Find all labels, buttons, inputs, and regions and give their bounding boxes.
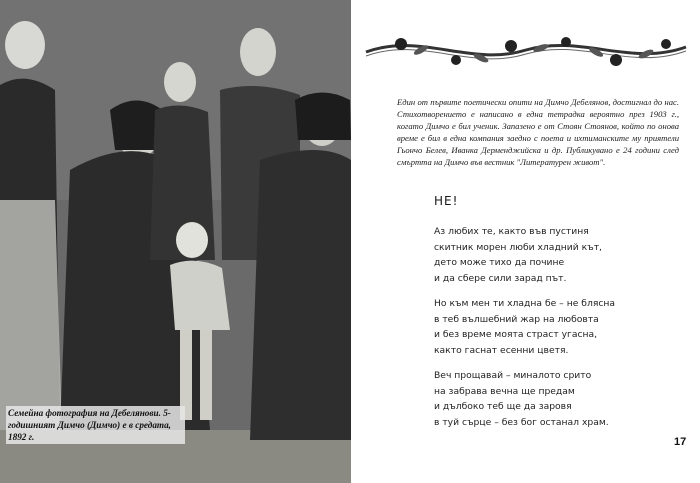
poem-line: в теб вълшебний жар на любовта — [434, 313, 599, 325]
intro-text: Един от първите поетически опити на Димчо Дебелянов, достигнал до нас. Стихотворението е написано в една тетрадка вероятно през 1903 г., когато Димчо е бил ученик. Запазено е от Стоян Стоянов, който по онова време е бил в една компания заедно с поета и ихтиманските му приятели Гьончо Белев, Иванка Дерменджийска и др. Публикувано е 24 години след смъртта на Димчо във вестник "Литературен живот". — [397, 97, 679, 167]
poem-line: дето може тихо да почине — [434, 257, 565, 268]
stanza — [434, 368, 674, 430]
poem-line: и да сбере сили зарад път. — [434, 272, 567, 284]
floral-ornament — [361, 22, 691, 77]
page-number: 17 — [674, 436, 687, 448]
poem-body — [434, 224, 674, 440]
poem-line: както гаснат есенни цветя. — [434, 344, 569, 356]
poem-line: и дълбоко теб ще да заровя — [434, 401, 572, 412]
poem-line: в туй сърце – без бог останал храм. — [434, 416, 609, 428]
stanza — [434, 296, 674, 358]
stanza — [434, 224, 674, 286]
text-page — [351, 0, 700, 483]
poem-line: Веч прощавай – миналото срито — [434, 370, 592, 381]
poem-line: Аз любих те, както във пустиня — [434, 226, 589, 237]
poem-line: скитник морен люби хладний кът, — [434, 241, 602, 253]
photo-caption: Семейна фотография на Дебелянови. 5-годишният Димчо (Димчо) е в средата, 1892 г. — [6, 406, 185, 444]
poem-line: Но към мен ти хладна бе – не блясна — [434, 298, 616, 309]
poem-title: НЕ! — [434, 194, 459, 208]
poem-line: на забрава вечна ще предам — [434, 385, 575, 397]
poem-line: и без време моята страст угасна, — [434, 329, 598, 340]
